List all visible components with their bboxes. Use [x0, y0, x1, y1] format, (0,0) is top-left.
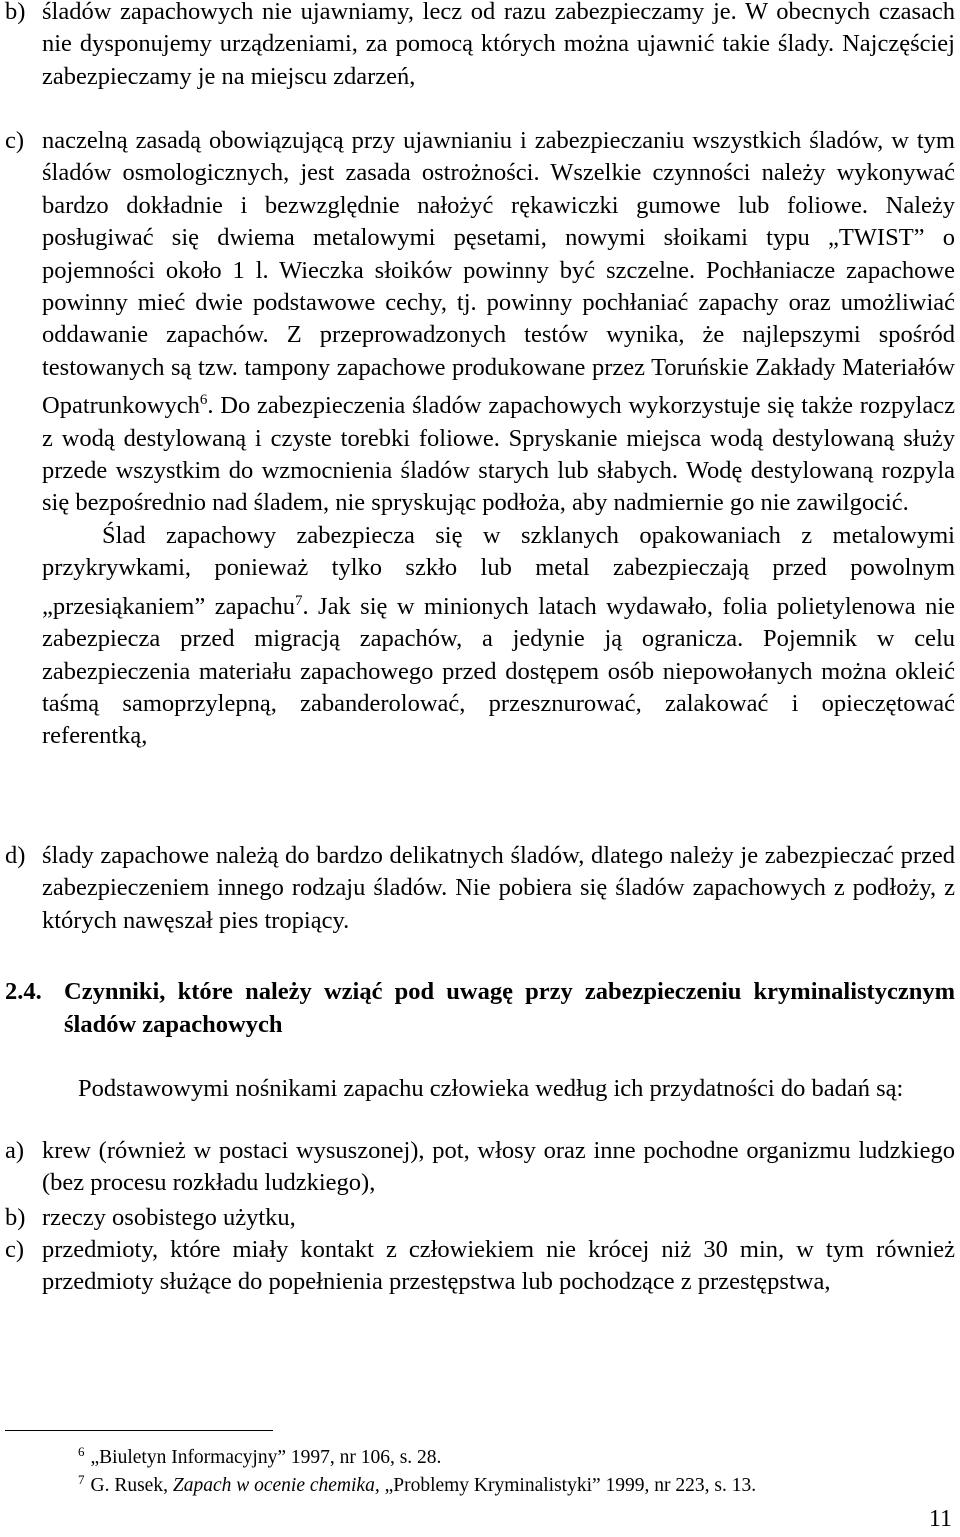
paragraph: naczelną zasadą obowiązującą przy ujawnianiu i zabezpieczaniu wszystkich śladów, w tym śladów osmologicznych, jest zasada ostrożności. Wszelkie czynności należy wykonywać bardzo dokładnie i bezwzględnie nałożyć rękawiczki gumowe lub foliowe. Należy posługiwać się dwiema metalowymi pęsetami, nowymi słoikami typu „TWIST” o pojemności około 1 l. Wieczka słoików powinny być szczelne. Pochłaniacze zapachowe powinny mieć dwie podstawowe cechy, tj. powinny pochłaniać zapachy oraz umożliwiać oddawanie zapachów. Z przeprowadzonych testów wynika, że najlepszymi spośród testowanych są tzw. tampony zapachowe produkowane przez Toruńskie Zakłady Materiałów Opatrunkowych$^6$. Do zabezpieczenia śladów zapachowych wykorzystuje się także rozpylacz z wodą destylowaną i czyste torebki foliowe. Spryskanie miejsca wodą destylowaną służy przede wszystkim do wzmocnienia śladów starych lub słabych. Wodę destylowaną rozpyla się bezpośrednio nad śladem, nie spryskując podłoża, aby nadmiernie go nie zawilgocić.	[42, 127, 955, 517]
footnote-mark: 7	[78, 1472, 85, 1487]
list-item-c	[5, 1234, 955, 1299]
footnote-ref-6[interactable]: 6	[199, 392, 208, 409]
paragraph: Ślad zapachowy zabezpiecza się w szklanych opakowaniach z metalowymi przykrywkami, ponieważ tylko szkło lub metal zabezpieczają przed powolnym „przesiąkaniem” zapachu$^7$. Jak się w minionych latach wydawało, folia polietylenowa nie zabezpiecza przed migracją zapachów, a jedynie ją ogranicza. Pojemnik w celu zabezpieczenia materiału zapachowego przed dostępem osób niepowołanych można okleić taśmą samoprzylepną, zabanderolować, przesznurować, zalakować i opieczętować referentką,	[42, 521, 955, 750]
footnote-ref-7[interactable]: 7	[294, 592, 303, 609]
list-item-d-top	[5, 840, 955, 937]
list-item-b-top	[5, 0, 955, 93]
paragraph: ślady zapachowe należą do bardzo delikatnych śladów, dlatego należy je zabezpieczać przed zabezpieczeniem innego rodzaju śladów. Nie pobiera się śladów zapachowych z podłoży, z których nawęszał pies tropiący.	[42, 842, 955, 934]
item-label: c)	[5, 1236, 25, 1263]
section-heading	[5, 975, 955, 1041]
item-text	[42, 840, 955, 937]
list-item-a	[5, 1135, 955, 1200]
item-text	[42, 125, 955, 753]
intro-paragraph: Podstawowymi nośnikami zapachu człowieka według ich przydatności do badań są:	[78, 1075, 904, 1102]
item-text: krew (również w postaci wysuszonej), pot, włosy oraz inne pochodne organizmu ludzkiego (bez procesu rozkładu ludzkiego),	[42, 1137, 955, 1197]
item-label: b)	[5, 1204, 26, 1231]
paragraph: śladów zapachowych nie ujawniamy, lecz od razu zabezpieczamy je. W obecnych czasach nie dysponujemy urządzeniami, za pomocą których można ujawnić takie ślady. Najczęściej zabezpieczamy je na miejscu zdarzeń,	[42, 0, 955, 90]
footnote-6: $^6$ „Biuletyn Informacyjny” 1997, nr 106, s. 28.	[78, 1444, 442, 1468]
footnote-divider	[5, 1430, 273, 1431]
list-item-b	[5, 1202, 955, 1234]
section-title: Czynniki, które należy wziąć pod uwagę przy zabezpieczeniu kryminalistycznym śladów zapachowych	[64, 978, 955, 1038]
item-text: rzeczy osobistego użytku,	[42, 1204, 296, 1231]
item-label: c)	[5, 127, 25, 154]
item-label: a)	[5, 1137, 25, 1164]
section-number: 2.4.	[5, 978, 42, 1005]
footnote-7: $^7$ G. Rusek, Zapach w ocenie chemika, „Problemy Kryminalistyki” 1999, nr 223, s. 13.	[78, 1472, 757, 1496]
item-label: d)	[5, 842, 26, 869]
page-number: 11	[928, 1506, 952, 1532]
list-item-c-top	[5, 125, 955, 753]
item-label: b)	[5, 0, 26, 25]
footnote-mark: 6	[78, 1444, 85, 1459]
item-text: przedmioty, które miały kontakt z człowiekiem nie krócej niż 30 min, w tym również przedmioty służące do popełnienia przestępstwa lub pochodzące z przestępstwa,	[42, 1236, 955, 1296]
item-text	[42, 0, 955, 93]
